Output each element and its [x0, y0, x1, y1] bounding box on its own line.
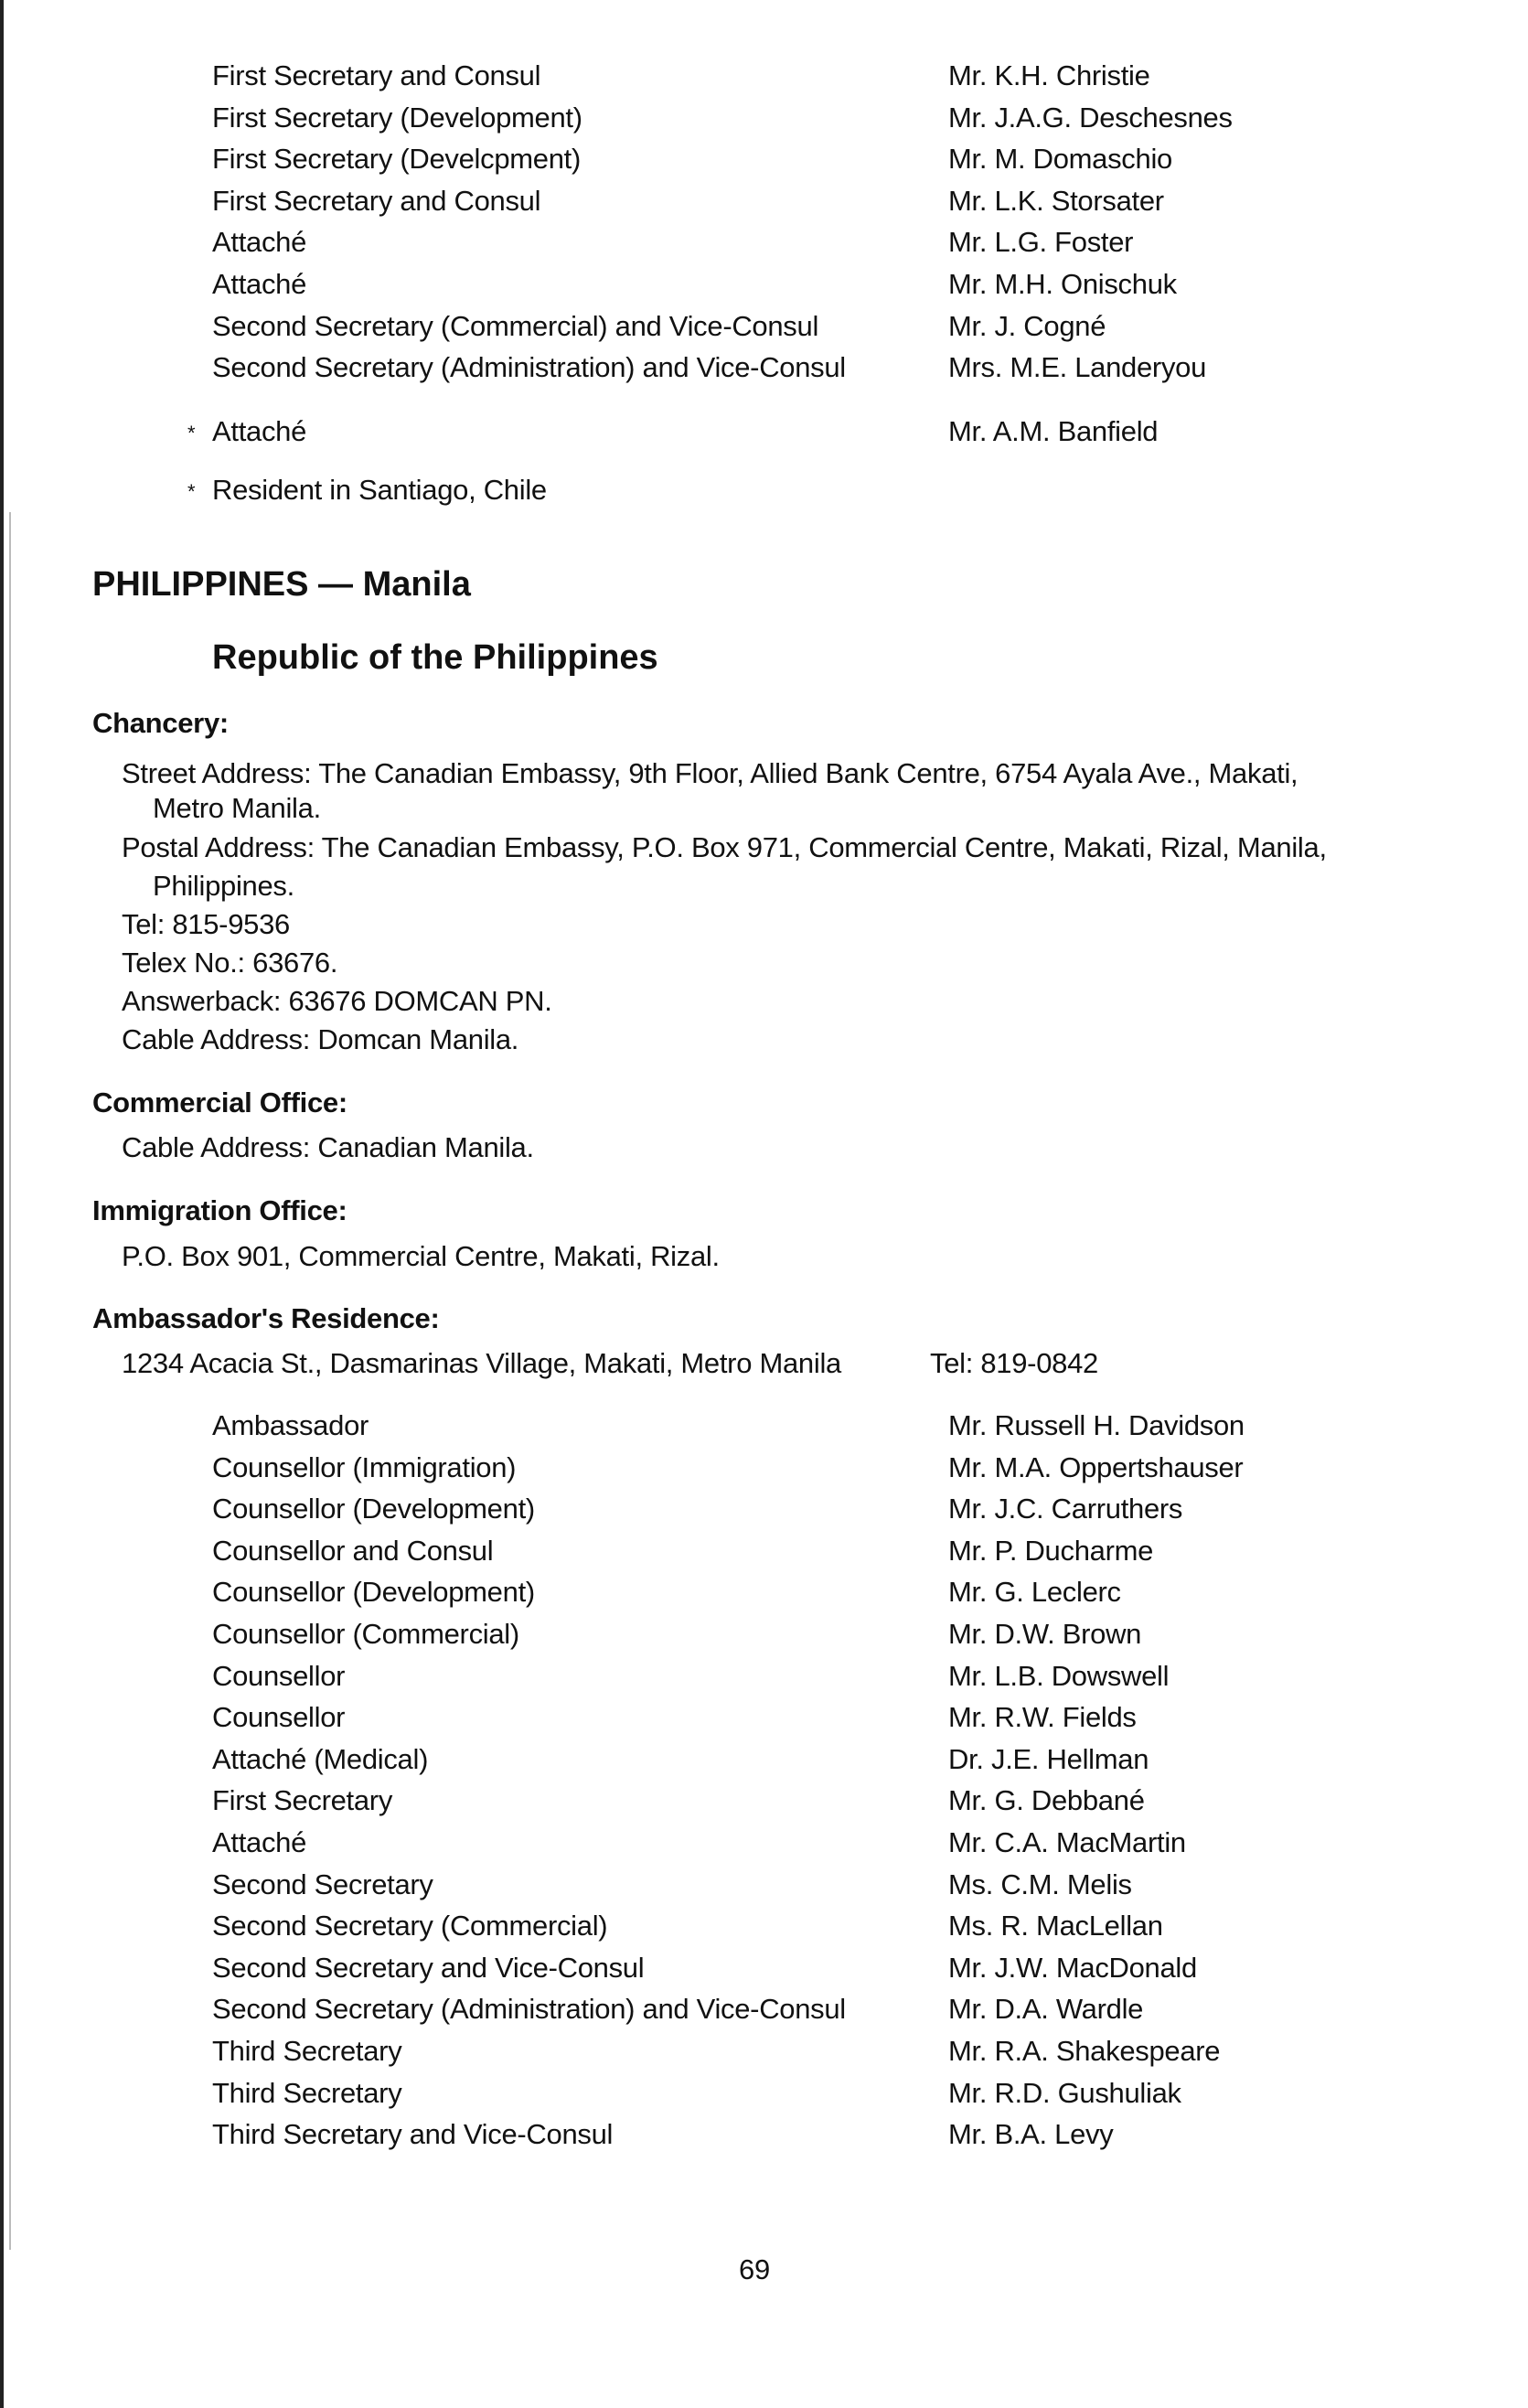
staff-title: First Secretary and Consul [212, 184, 541, 217]
commercial-office-label: Commercial Office: [92, 1086, 347, 1118]
staff-title: First Secretary and Consul [212, 59, 541, 91]
chancery-postal-address-cont: Philippines. [153, 870, 294, 902]
staff-title: Counsellor (Immigration) [212, 1450, 517, 1483]
staff-name: Mr. L.G. Foster [948, 226, 1134, 259]
footnote-text: Resident in Santiago, Chile [212, 474, 547, 506]
staff-title: Third Secretary [212, 2034, 402, 2067]
staff-name: Mr. K.H. Christie [948, 59, 1150, 91]
section-subheading: Republic of the Philippines [212, 638, 658, 677]
residence-address: 1234 Acacia St., Dasmarinas Village, Makati, Metro Manila [122, 1347, 841, 1379]
staff-row [212, 1991, 1401, 2033]
staff-name: Mr. P. Ducharme [948, 1534, 1154, 1567]
staff-row [212, 2033, 1401, 2075]
staff-title: Third Secretary and Vice-Consul [212, 2118, 614, 2151]
starred-name: Mr. A.M. Banfield [948, 415, 1159, 447]
staff-row [212, 1782, 1401, 1825]
staff-name: Mr. D.W. Brown [948, 1617, 1142, 1650]
staff-row [212, 1825, 1401, 1867]
staff-name: Mr. R.A. Shakespeare [948, 2034, 1221, 2067]
staff-name: Mr. M.H. Onischuk [948, 267, 1177, 300]
immigration-address: P.O. Box 901, Commercial Centre, Makati, Rizal. [122, 1240, 720, 1272]
staff-row [212, 1867, 1401, 1909]
staff-row [212, 1658, 1401, 1700]
staff-row [212, 1450, 1401, 1492]
staff-name: Mr. G. Debbané [948, 1784, 1145, 1817]
staff-name: Mr. R.W. Fields [948, 1701, 1137, 1734]
staff-title: Counsellor (Commercial) [212, 1617, 519, 1650]
staff-title: Counsellor [212, 1701, 346, 1734]
commercial-cable-address: Cable Address: Canadian Manila. [122, 1131, 534, 1163]
staff-title: Counsellor [212, 1659, 346, 1692]
staff-title: Second Secretary (Administration) and Vice-Consul [212, 351, 846, 384]
staff-name: Mr. M. Domaschio [948, 143, 1172, 176]
staff-title: Attaché [212, 1825, 307, 1858]
staff-name: Mrs. M.E. Landeryou [948, 351, 1207, 384]
staff-row [212, 2116, 1401, 2158]
staff-row [212, 1741, 1401, 1783]
staff-title: Second Secretary and Vice-Consul [212, 1951, 645, 1984]
section-heading: PHILIPPINES — Manila [92, 565, 471, 604]
staff-row [212, 1950, 1401, 1992]
staff-name: Mr. D.A. Wardle [948, 1993, 1144, 2026]
immigration-office-label: Immigration Office: [92, 1194, 347, 1226]
staff-row [212, 1407, 1401, 1450]
staff-name: Mr. R.D. Gushuliak [948, 2076, 1181, 2109]
staff-name: Mr. M.A. Oppertshauser [948, 1450, 1244, 1483]
staff-row [212, 141, 1401, 183]
residence-label: Ambassador's Residence: [92, 1302, 440, 1334]
residence-tel: Tel: 819-0842 [930, 1347, 1098, 1379]
staff-name: Mr. J.C. Carruthers [948, 1493, 1183, 1525]
staff-title: Attaché [212, 267, 307, 300]
staff-title: First Secretary [212, 1784, 393, 1817]
staff-title: Counsellor (Development) [212, 1493, 535, 1525]
staff-name: Mr. C.A. MacMartin [948, 1825, 1186, 1858]
staff-name: Mr. J. Cogné [948, 309, 1106, 342]
staff-row [212, 100, 1401, 142]
staff-title: Ambassador [212, 1409, 369, 1441]
chancery-label: Chancery: [92, 707, 229, 739]
staff-name: Ms. R. MacLellan [948, 1910, 1163, 1942]
page-number: 69 [739, 2253, 770, 2285]
staff-name: Mr. B.A. Levy [948, 2118, 1114, 2151]
asterisk-bullet: * [187, 480, 196, 503]
chancery-tel: Tel: 815-9536 [122, 908, 290, 940]
staff-title: Second Secretary (Administration) and Vice-Consul [212, 1993, 846, 2026]
staff-title: First Secretary (Development) [212, 101, 582, 134]
staff-name: Dr. J.E. Hellman [948, 1742, 1149, 1775]
page-scan-edge [0, 0, 4, 2408]
staff-title: Second Secretary (Commercial) [212, 1910, 608, 1942]
chancery-street-address: Street Address: The Canadian Embassy, 9th Floor, Allied Bank Centre, 6754 Ayala Ave., Makati, [122, 757, 1298, 789]
staff-name: Ms. C.M. Melis [948, 1868, 1132, 1900]
staff-name: Mr. G. Leclerc [948, 1576, 1121, 1609]
staff-list [212, 1407, 1401, 2158]
staff-row [212, 266, 1401, 308]
staff-title: First Secretary (Develcpment) [212, 143, 582, 176]
chancery-answerback: Answerback: 63676 DOMCAN PN. [122, 985, 552, 1017]
staff-name: Mr. J.A.G. Deschesnes [948, 101, 1233, 134]
staff-name: Mr. Russell H. Davidson [948, 1409, 1245, 1441]
staff-row [212, 1699, 1401, 1741]
staff-title: Counsellor (Development) [212, 1576, 535, 1609]
staff-name: Mr. J.W. MacDonald [948, 1951, 1197, 1984]
chancery-cable-address: Cable Address: Domcan Manila. [122, 1023, 519, 1055]
asterisk-bullet: * [187, 422, 196, 444]
chancery-street-address-cont: Metro Manila. [153, 792, 321, 824]
chancery-telex: Telex No.: 63676. [122, 947, 338, 979]
staff-title: Second Secretary [212, 1868, 433, 1900]
staff-title: Counsellor and Consul [212, 1534, 494, 1567]
staff-name: Mr. L.B. Dowswell [948, 1659, 1170, 1692]
staff-row [212, 1616, 1401, 1658]
staff-row [212, 224, 1401, 266]
page-scan-fold [9, 512, 11, 2250]
staff-row [212, 1574, 1401, 1616]
staff-row [212, 1491, 1401, 1533]
staff-row [212, 308, 1401, 350]
staff-title: Second Secretary (Commercial) and Vice-Consul [212, 309, 819, 342]
staff-row [212, 183, 1401, 225]
staff-row [212, 58, 1401, 100]
starred-title: Attaché [212, 415, 307, 447]
staff-title: Third Secretary [212, 2076, 402, 2109]
staff-name: Mr. L.K. Storsater [948, 184, 1164, 217]
staff-row [212, 1533, 1401, 1575]
chancery-postal-address: Postal Address: The Canadian Embassy, P.O. Box 971, Commercial Centre, Makati, Rizal, Manila, [122, 831, 1327, 863]
staff-title: Attaché (Medical) [212, 1742, 429, 1775]
staff-row [212, 349, 1401, 391]
top-staff-list [212, 58, 1401, 391]
staff-title: Attaché [212, 226, 307, 259]
staff-row [212, 1908, 1401, 1950]
staff-row [212, 2075, 1401, 2117]
